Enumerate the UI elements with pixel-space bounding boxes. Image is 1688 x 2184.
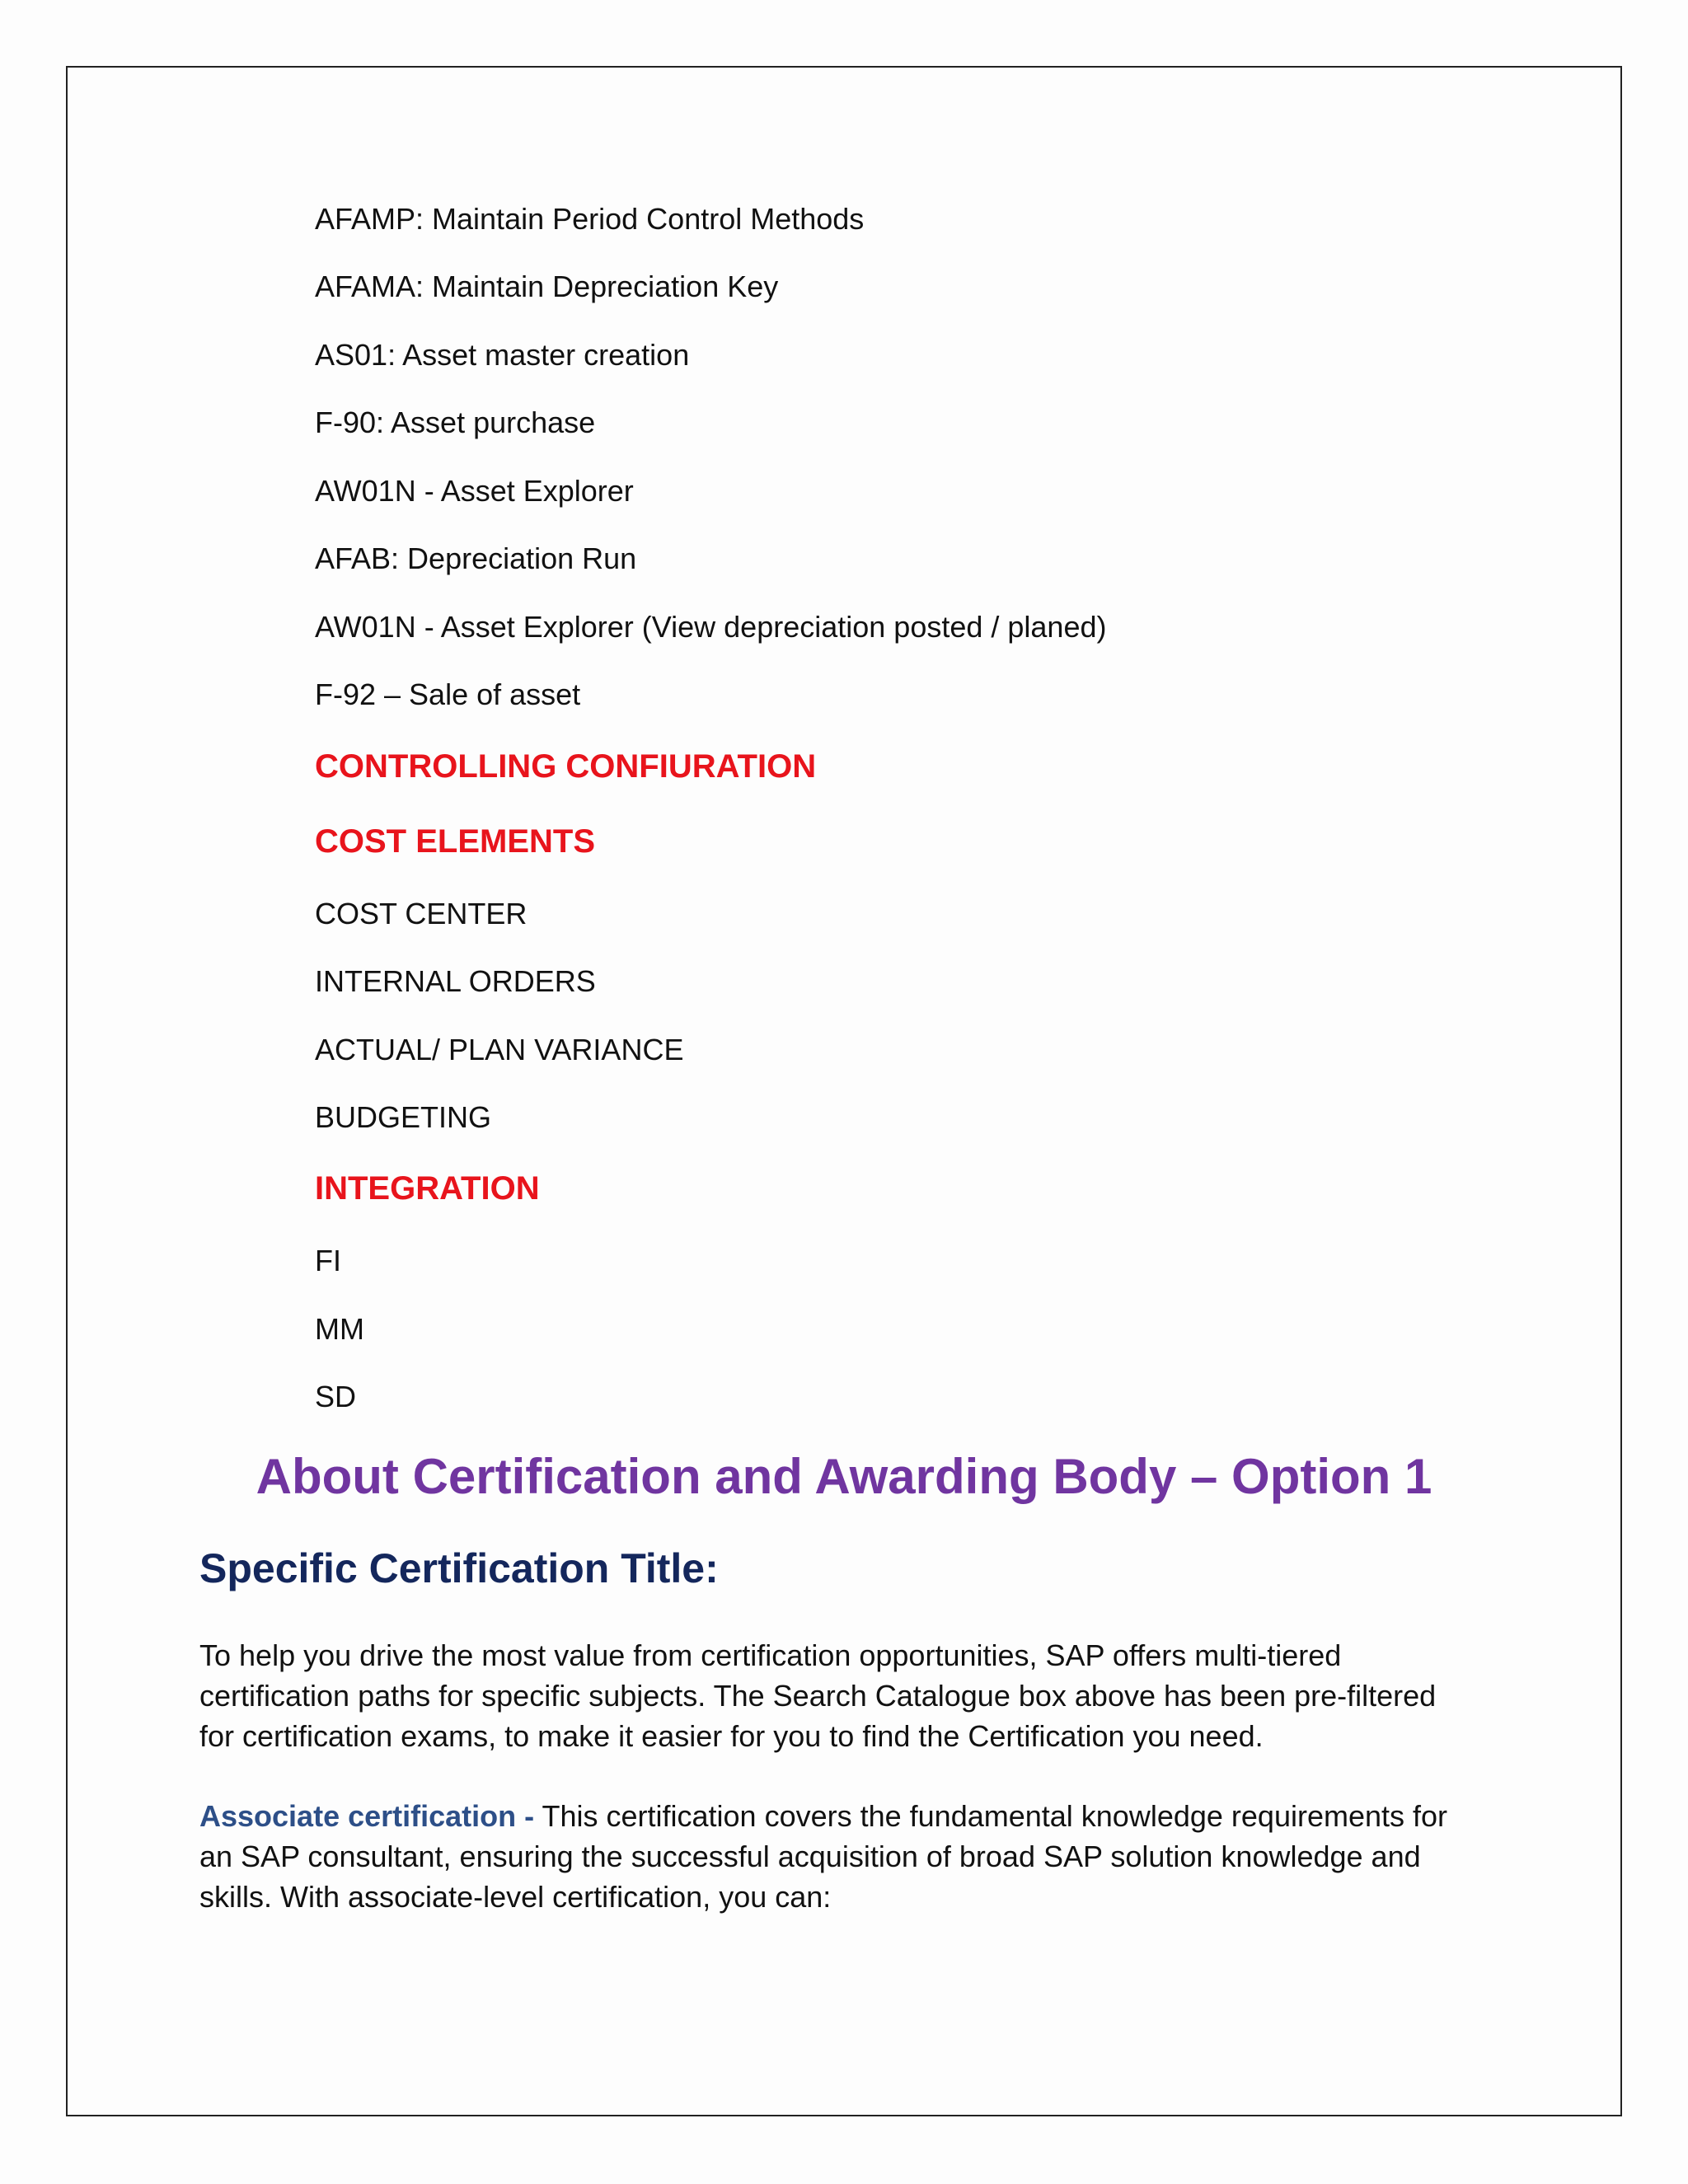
transaction-line: AFAMP: Maintain Period Control Methods bbox=[315, 202, 865, 236]
associate-line: This certification covers the fundamental knowledge requirements for bbox=[534, 1799, 1448, 1833]
certification-subtitle: Specific Certification Title: bbox=[199, 1545, 719, 1591]
controlling-heading: CONTROLLING CONFIURATION bbox=[315, 748, 817, 785]
transaction-line: F-92 – Sale of asset bbox=[315, 677, 581, 711]
controlling-item: ACTUAL/ PLAN VARIANCE bbox=[315, 1033, 684, 1066]
intro-line: certification paths for specific subjects. The Search Catalogue box above has been pre-filtered bbox=[199, 1679, 1437, 1713]
intro-line: for certification exams, to make it easier for you to find the Certification you need. bbox=[199, 1719, 1264, 1753]
intro-line: To help you drive the most value from certification opportunities, SAP offers multi-tiered bbox=[199, 1638, 1342, 1672]
integration-heading: INTEGRATION bbox=[315, 1170, 540, 1207]
certification-intro bbox=[199, 1635, 1493, 1756]
transaction-line: AFAB: Depreciation Run bbox=[315, 541, 637, 575]
transaction-line: AS01: Asset master creation bbox=[315, 338, 690, 372]
cost-elements-heading: COST ELEMENTS bbox=[315, 823, 596, 860]
transaction-line: F-90: Asset purchase bbox=[315, 405, 596, 439]
associate-line: an SAP consultant, ensuring the successful acquisition of broad SAP solution knowledge and bbox=[199, 1840, 1421, 1873]
integration-item: MM bbox=[315, 1312, 364, 1346]
associate-paragraph bbox=[199, 1796, 1493, 1917]
transaction-line: AW01N - Asset Explorer bbox=[315, 474, 634, 508]
transaction-line: AW01N - Asset Explorer (View depreciation posted / planed) bbox=[315, 610, 1107, 644]
certification-title: About Certification and Awarding Body – Option 1 bbox=[256, 1449, 1432, 1504]
associate-label: Associate certification - bbox=[199, 1799, 535, 1833]
associate-first-line bbox=[199, 1796, 1493, 1836]
controlling-item: COST CENTER bbox=[315, 897, 528, 930]
transaction-line: AFAMA: Maintain Depreciation Key bbox=[315, 269, 779, 303]
integration-item: FI bbox=[315, 1244, 341, 1277]
integration-item: SD bbox=[315, 1380, 357, 1413]
controlling-item: BUDGETING bbox=[315, 1100, 492, 1134]
associate-line: skills. With associate-level certification, you can: bbox=[199, 1880, 832, 1914]
controlling-item: INTERNAL ORDERS bbox=[315, 964, 596, 998]
